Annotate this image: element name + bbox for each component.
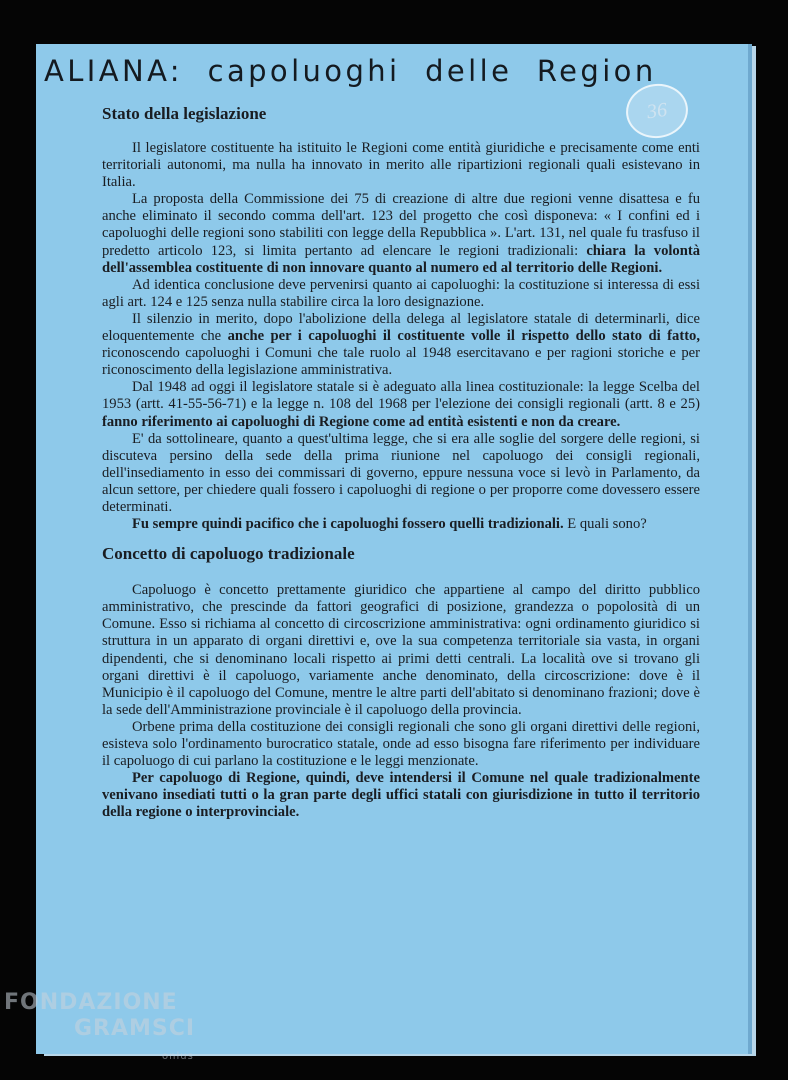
document-page (36, 44, 748, 1054)
paragraph: E' da sottolineare, quanto a quest'ultima legge, che si era alle soglie del sorgere delle regioni, si discuteva persino della sede della prima riunione nel capoluogo dei consigli regionali, dell'insediamento in esso dei commissari di governo, eppure nessuna voce si levò in Parlamento, da alcun settore, per chiedere quali fossero i capoluoghi di regione o per proporre come dovessero essere determinati. (102, 430, 700, 515)
paragraph: Il silenzio in merito, dopo l'abolizione della delega al legislatore statale di determinarli, dice eloquentemente che anche per i capoluoghi il costituente volle il rispetto dello stato di fatto, riconoscendo capoluoghi i Comuni che tale ruolo al 1948 esercitavano e per ragioni storiche e per riconoscimento della legislazione amministrativa. (102, 310, 701, 379)
paragraph: Fu sempre quindi pacifico che i capoluoghi fossero quelli tradizionali. E quali sono? (132, 516, 647, 533)
section-heading-legislazione: Stato della legislazione (102, 104, 267, 123)
paragraph: Ad identica conclusione deve pervenirsi quanto ai capoluoghi: la costituzione si interessa di essi agli art. 124 e 125 senza nulla stabilire circa la loro designazione. (102, 276, 700, 310)
fondazione-gramsci-watermark: FONDAZIONE GRAMSCI onlus (4, 990, 196, 1062)
section-heading-capoluogo: Concetto di capoluogo tradizionale (102, 544, 355, 564)
archive-stamp: 36 (623, 80, 692, 142)
paragraph: Il legislatore costituente ha istituito le Regioni come entità giuridiche e precisamente come enti territoriali autonomi, ma nulla ha innovato in merito alle ripartizioni regionali quali esistevano in Italia. (102, 140, 700, 191)
paragraph: Orbene prima della costituzione dei consigli regionali che sono gli organi direttivi delle regioni, esisteva solo l'ordinamento burocratico statale, onde ad esso bisogna fare riferimento per individuare il capoluogo di cui parlano la costituzione e le leggi menzionate. (102, 718, 700, 770)
page-header-title: ALIANA: capoluoghi delle Region (44, 54, 657, 88)
paragraph: Dal 1948 ad oggi il legislatore statale si è adeguato alla linea costituzionale: la legge Scelba del 1953 (artt. 41-55-56-71) e la legge n. 108 del 1968 per l'elezione dei consigli regionali (artt. 8 e 25) fanno riferimento ai capoluoghi di Regione come ad entità esistenti e non da creare. (102, 379, 700, 430)
article-body (102, 102, 700, 821)
paragraph: Capoluogo è concetto prettamente giuridico che appartiene al campo del diritto pubblico amministrativo, che prescinde da fattori geografici di posizione, grandezza o popolosità di un Comune. Esso si richiama al concetto di circoscrizione amministrativa: ogni ordinamento giuridico si struttura in un apparato di organi direttivi e, ove la sua competenza territoriale sia vasta, in organi dipendenti, che si denominano locali rispetto ai primi detti centrali. La località ove si trovano gli organi direttivi è il capoluogo, variamente anche denominato, della circoscrizione: dove è il Municipio è il capoluogo del Comune, mentre le altre parti dell'abitato si denominano frazioni; dove è la sede dell'Amministrazione provinciale è il capoluogo della provincia. (102, 582, 700, 718)
paragraph: La proposta della Commissione dei 75 di creazione di altre due regioni venne disattesa e fu anche eliminato il secondo comma dell'art. 123 del progetto che così disponeva: « I confini ed i capoluoghi delle regioni sono stabiliti con legge della Repubblica ». L'art. 131, nel quale fu trasfuso il predetto articolo 123, si limita pertanto ad elencare le regioni tradizionali: chiara la volontà dell'assemblea costituente di non innovare quanto al numero ed al territorio delle Regioni. (102, 191, 700, 276)
paragraph: Per capoluogo di Regione, quindi, deve intendersi il Comune nel quale tradizionalmente venivano insediati tutti o la gran parte degli uffici statali con giurisdizione in tutto il territorio della regione o interprovinciale. (102, 770, 700, 821)
